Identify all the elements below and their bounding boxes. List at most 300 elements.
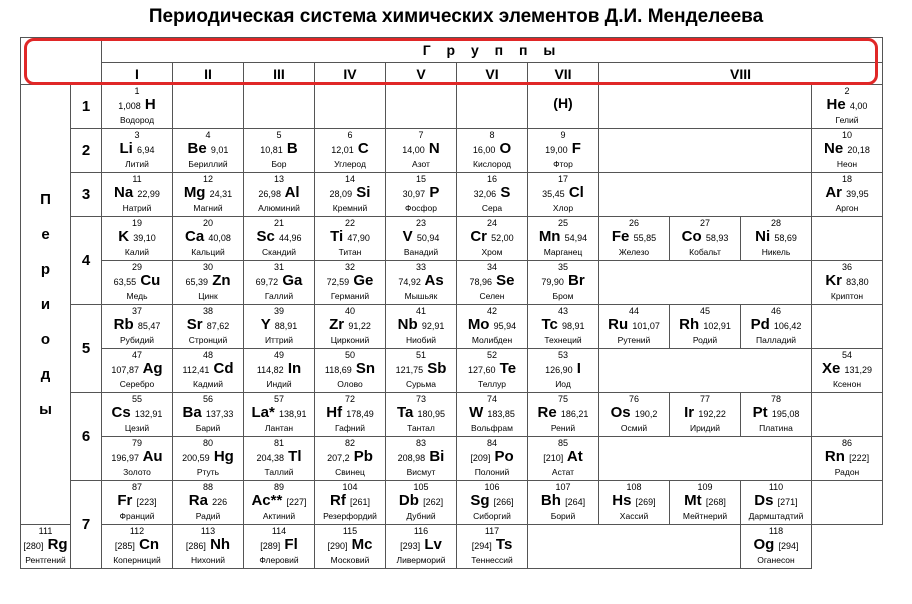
atomic-number: 111 [38,526,53,536]
atomic-number: 88 [202,482,213,492]
empty-cell [599,437,812,481]
element-cell-as [386,261,457,305]
symbol-mass-line [386,272,456,291]
atomic-number: 52 [486,350,497,360]
atomic-mass: 102,91 [703,321,731,331]
element-symbol: Zn [212,272,231,289]
symbol-mass-line [244,492,314,511]
element-name: Тантал [407,423,435,433]
element-symbol: Ni [755,228,771,245]
atomic-mass: 87,62 [206,321,230,331]
atomic-number: 37 [131,306,142,316]
element-cell-ts [457,525,528,569]
atomic-number: 42 [486,306,497,316]
element-symbol: Mn [538,228,561,245]
element-cell-kr [812,261,883,305]
atomic-number: 48 [202,350,213,360]
element-symbol: Co [681,228,702,245]
element-cell-cu [102,261,173,305]
element-name: Хассий [619,511,649,521]
element-name: Никель [761,247,791,257]
atomic-number: 4 [205,130,211,140]
atomic-mass: [290] [327,541,348,551]
atomic-number: 82 [344,438,355,448]
element-name: Углерод [334,159,366,169]
element-name: Флеровий [259,555,299,565]
element-cell-c [315,129,386,173]
element-cell-i [528,349,599,393]
atomic-mass: 208,98 [397,453,426,463]
element-cell-ag [102,349,173,393]
element-cell-s [457,173,528,217]
symbol-mass-line [741,316,811,335]
atomic-number: 53 [557,350,568,360]
atomic-mass: 26,98 [258,189,281,199]
atomic-number: 35 [557,262,568,272]
atomic-number: 43 [557,306,568,316]
element-cell-ds [741,481,812,525]
element-symbol: Tl [288,448,302,465]
element-cell-rh [670,305,741,349]
atomic-mass: 121,75 [395,365,424,375]
symbol-mass-line [457,316,527,335]
element-symbol: Al [284,184,300,201]
symbol-mass-line [102,140,172,159]
atomic-number: 19 [131,218,142,228]
element-name: Палладий [756,335,796,345]
element-name: Хлор [552,203,574,213]
element-cell-hg [173,437,244,481]
atomic-mass: 178,49 [346,409,374,419]
element-symbol: Ds [754,492,774,509]
atomic-mass: 4,00 [849,101,868,111]
empty-cell [386,85,457,129]
symbol-mass-line [173,492,243,511]
element-symbol: V [402,228,413,245]
atomic-number: 72 [344,394,355,404]
symbol-mass-line [812,360,882,379]
atomic-mass: [285] [114,541,135,551]
symbol-mass-line [173,316,243,335]
element-symbol: Sc [256,228,275,245]
atomic-mass: 118,69 [324,365,352,375]
atomic-number: 49 [273,350,284,360]
element-cell-os [599,393,670,437]
element-name: Оганесон [757,555,795,565]
atomic-mass: 6,94 [136,145,155,155]
empty-cell [599,129,812,173]
atomic-number: 106 [484,482,500,492]
atomic-mass: [262] [423,497,444,507]
atomic-mass: 83,80 [846,277,869,287]
element-symbol: Sb [427,360,447,377]
atomic-number: 118 [768,526,784,536]
element-symbol: Rh [679,316,700,333]
atomic-mass: 106,42 [773,321,802,331]
atomic-mass: 14,00 [402,145,425,155]
symbol-mass-line [528,272,598,291]
h-group7-label: (H) [553,95,573,111]
element-cell-rg [21,525,71,569]
atomic-number: 77 [699,394,710,404]
atomic-mass: 22,99 [137,189,160,199]
atomic-mass: 92,91 [421,321,445,331]
element-name: Вольфрам [471,423,513,433]
atomic-mass: 192,22 [698,409,726,419]
element-symbol: O [499,140,512,157]
element-cell-he [812,85,883,129]
atomic-number: 80 [202,438,213,448]
element-cell-tl [244,437,315,481]
atomic-mass: 138,91 [278,409,307,419]
element-cell-mo [457,305,528,349]
element-name: Рений [550,423,576,433]
element-symbol: Hf [326,404,343,421]
element-symbol: Ga [282,272,303,289]
element-cell-ni [741,217,812,261]
element-symbol: Sr [186,316,203,333]
symbol-mass-line [386,536,456,555]
page-title: Периодическая система химических элементов Д.И. Менделеева [148,6,764,27]
atomic-mass: [227] [286,497,307,507]
symbol-mass-line [812,448,882,467]
element-name: Сурьма [405,379,437,389]
atomic-number: 41 [415,306,426,316]
atomic-mass: [293] [400,541,421,551]
element-name: Железо [618,247,650,257]
atomic-mass: [294] [471,541,492,551]
atomic-mass: [266] [493,497,514,507]
group-header-2: II [173,63,244,85]
atomic-mass: 183,85 [487,409,515,419]
element-name: Кислород [473,159,511,169]
atomic-mass: 74,92 [398,277,421,287]
atomic-mass: 54,94 [564,233,588,243]
element-cell-sb [386,349,457,393]
element-symbol: Y [260,316,271,333]
element-name: Платина [759,423,793,433]
symbol-mass-line [528,184,598,203]
atomic-mass: 126,90 [545,365,573,375]
element-cell-sg [457,481,528,525]
element-cell-ge [315,261,386,305]
symbol-mass-line [173,536,243,555]
element-symbol: Pd [750,316,770,333]
element-name: Кобальт [689,247,721,257]
atomic-number: 17 [557,174,568,184]
symbol-mass-line [102,96,172,115]
symbol-mass-line [315,536,385,555]
symbol-mass-line [244,316,314,335]
element-name: Селен [479,291,505,301]
symbol-mass-line [599,492,669,511]
element-name: Гафний [334,423,366,433]
element-cell-rf [315,481,386,525]
element-name: Хром [481,247,503,257]
symbol-mass-line [315,228,385,247]
element-name: Медь [126,291,148,301]
atomic-mass: [294] [778,541,799,551]
atomic-mass: [286] [185,541,206,551]
element-name: Ртуть [196,467,220,477]
element-symbol: Si [356,184,371,201]
h-group7-cell [528,85,599,129]
symbol-mass-line [173,140,243,159]
atomic-number: 32 [344,262,355,272]
element-name: Родий [692,335,718,345]
element-symbol: In [287,360,302,377]
element-name: Аргон [835,203,859,213]
element-name: Стронций [188,335,228,345]
atomic-number: 55 [131,394,142,404]
element-cell-o [457,129,528,173]
element-symbol: Mc [351,536,373,553]
atomic-mass: 69,72 [255,277,279,287]
empty-cell [812,481,883,525]
atomic-mass: [268] [705,497,726,507]
atomic-number: 38 [202,306,213,316]
element-cell-k [102,217,173,261]
element-name: Германий [330,291,370,301]
element-cell-ru [599,305,670,349]
element-symbol: Nh [210,536,231,553]
element-cell-db [386,481,457,525]
atomic-mass: 85,47 [137,321,161,331]
atomic-number: 5 [276,130,282,140]
element-symbol: Ar [825,184,842,201]
atomic-mass: 12,01 [331,145,354,155]
element-cell-p [386,173,457,217]
atomic-mass: 58,69 [774,233,797,243]
symbol-mass-line [315,360,385,379]
atomic-number: 36 [841,262,852,272]
element-name: Бор [271,159,287,169]
element-name: Скандий [262,247,296,257]
atomic-number: 114 [271,526,287,536]
element-cell-ac [244,481,315,525]
atomic-number: 78 [770,394,781,404]
element-name: Резерфордий [323,511,377,521]
symbol-mass-line [102,448,172,467]
element-symbol: He [826,96,846,113]
symbol-mass-line [812,96,882,115]
atomic-number: 40 [344,306,355,316]
atomic-mass: 39,10 [133,233,156,243]
element-name: Астат [551,467,575,477]
atomic-number: 115 [342,526,358,536]
atomic-number: 6 [347,130,353,140]
symbol-mass-line [528,228,598,247]
element-symbol: Ag [142,360,163,377]
group-header-8: VIII [599,63,883,85]
atomic-number: 45 [699,306,710,316]
symbol-mass-line [244,536,314,555]
element-symbol: Sg [470,492,490,509]
element-cell-xe [812,349,883,393]
element-symbol: Au [142,448,163,465]
element-name: Водород [119,115,155,125]
element-cell-b [244,129,315,173]
element-cell-sn [315,349,386,393]
atomic-number: 107 [555,482,571,492]
symbol-mass-line [21,536,70,555]
atomic-number: 116 [413,526,429,536]
atomic-number: 104 [342,482,358,492]
element-name: Висмут [406,467,436,477]
atomic-number: 87 [131,482,142,492]
symbol-mass-line [386,448,456,467]
element-symbol: N [428,140,440,157]
element-name: Дармштадтий [748,511,804,521]
element-symbol: K [118,228,130,245]
element-symbol: Cd [213,360,234,377]
element-name: Магний [193,203,223,213]
element-cell-be [173,129,244,173]
atomic-number: 51 [415,350,426,360]
atomic-mass: 131,29 [844,365,873,375]
element-symbol: W [469,404,484,421]
element-symbol: Po [494,448,514,465]
atomic-number: 75 [557,394,568,404]
empty-cell [599,173,812,217]
symbol-mass-line [173,228,243,247]
element-symbol: Mg [183,184,206,201]
element-cell-n [386,129,457,173]
symbol-mass-line [244,404,314,423]
symbol-mass-line [386,184,456,203]
atomic-number: 23 [415,218,426,228]
atomic-mass: 196,97 [111,453,139,463]
atomic-mass: [209] [470,453,491,463]
element-symbol: Na [114,184,134,201]
atomic-mass: 52,00 [491,233,514,243]
atomic-mass: [264] [565,497,586,507]
element-cell-cs [102,393,173,437]
symbol-mass-line [244,184,314,203]
atomic-mass: 180,95 [417,409,446,419]
symbol-mass-line [741,492,811,511]
atomic-mass: 40,08 [208,233,231,243]
element-cell-v [386,217,457,261]
atomic-mass: [269] [635,497,656,507]
atomic-number: 14 [344,174,355,184]
atomic-number: 26 [628,218,639,228]
symbol-mass-line [528,492,598,511]
element-name: Теннесcий [471,555,513,565]
symbol-mass-line [173,360,243,379]
element-name: Бром [552,291,574,301]
atomic-number: 109 [697,482,713,492]
symbol-mass-line [670,228,740,247]
atomic-mass: [271] [777,497,798,507]
element-symbol: Pt [752,404,768,421]
empty-cell [173,85,244,129]
atomic-number: 25 [557,218,568,228]
element-cell-mc [315,525,386,569]
atomic-mass: 24,31 [209,189,233,199]
element-name: Свинец [335,467,365,477]
atomic-mass: 44,96 [279,233,302,243]
element-name: Таллий [264,467,294,477]
period-number-5: 5 [71,305,102,393]
element-name: Алюминий [258,203,300,213]
atomic-number: 84 [486,438,497,448]
element-name: Сиборгий [473,511,511,521]
atomic-mass: 79,90 [541,277,564,287]
element-symbol: Rg [47,536,68,553]
symbol-mass-line [244,272,314,291]
symbol-mass-line [741,228,811,247]
element-cell-po [457,437,528,481]
atomic-mass: [222] [849,453,870,463]
element-name: Нихоний [191,555,225,565]
element-symbol: H [144,96,156,113]
element-symbol: Ac** [251,492,283,509]
element-cell-lv [386,525,457,569]
element-symbol: Ts [495,536,513,553]
symbol-mass-line [315,272,385,291]
atomic-mass: [280] [23,541,44,551]
element-symbol: Hg [213,448,234,465]
element-cell-sc [244,217,315,261]
element-symbol: Re [537,404,557,421]
atomic-number: 117 [484,526,500,536]
element-cell-pt [741,393,812,437]
atomic-mass: 95,94 [493,321,517,331]
element-cell-co [670,217,741,261]
atomic-number: 33 [415,262,426,272]
atomic-number: 89 [273,482,284,492]
element-name: Фосфор [405,203,437,213]
symbol-mass-line [457,140,527,159]
group-header-7: VII [528,63,599,85]
element-symbol: Se [496,272,515,289]
symbol-mass-line [102,228,172,247]
element-name: Золото [123,467,151,477]
element-symbol: Rn [824,448,845,465]
element-cell-h [102,85,173,129]
element-cell-w [457,393,528,437]
symbol-mass-line [102,360,172,379]
periods-letter: о [40,331,51,348]
symbol-mass-line [102,272,172,291]
element-name: Мышьяк [404,291,438,301]
element-cell-la [244,393,315,437]
atomic-mass: 190,2 [634,409,658,419]
element-cell-rb [102,305,173,349]
atomic-number: 110 [768,482,784,492]
atomic-number: 108 [626,482,642,492]
period-number-7: 7 [71,481,102,569]
element-cell-og [741,525,812,569]
atomic-mass: 88,91 [274,321,298,331]
symbol-mass-line [457,448,527,467]
atomic-mass: 65,39 [185,277,209,287]
atomic-number: 3 [134,130,140,140]
symbol-mass-line [315,448,385,467]
atomic-mass: 72,59 [326,277,350,287]
symbol-mass-line [173,448,243,467]
element-symbol: Ta [396,404,414,421]
element-cell-mt [670,481,741,525]
periods-letter: р [40,261,51,278]
element-symbol: Ge [353,272,374,289]
element-name: Марганец [543,247,583,257]
element-cell-te [457,349,528,393]
element-cell-na [102,173,173,217]
element-cell-fl [244,525,315,569]
element-symbol: Cl [568,184,584,201]
